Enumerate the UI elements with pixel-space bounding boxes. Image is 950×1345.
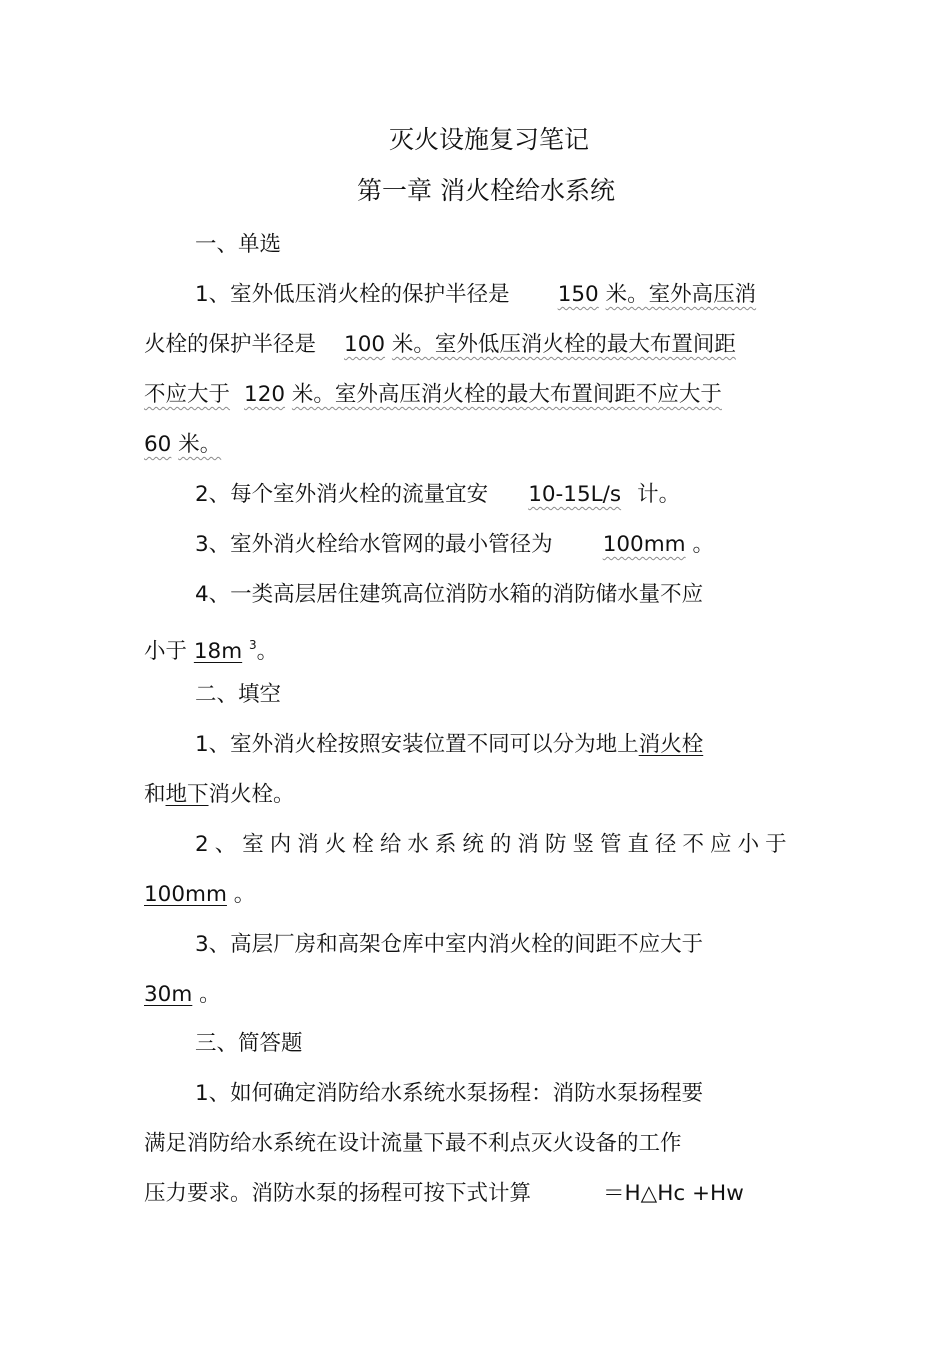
answer-value: 10-15L/s — [528, 482, 622, 507]
answer-value: 30m — [144, 982, 193, 1007]
answer-unit: 米。 — [178, 432, 222, 457]
question-text: 3、室外消火栓给水管网的最小管径为 — [195, 532, 553, 557]
question-text: 1、室外消火栓按照安装位置不同可以分为地上 — [195, 732, 639, 757]
question-line — [144, 881, 255, 909]
answer-value: 18m — [193, 639, 243, 664]
answer-value: 100 — [344, 332, 386, 357]
question-line — [144, 781, 295, 809]
question-text: 和 — [144, 782, 166, 807]
question-text: 。 — [256, 639, 279, 664]
question-text: 1、室外低压消火栓的保护半径是 — [195, 282, 510, 307]
answer-line: 1、如何确定消防给水系统水泵扬程：消防水泵扬程要 — [195, 1081, 704, 1106]
question-text: 计。 — [637, 482, 681, 507]
question-line — [195, 581, 703, 609]
answer-text: 压力要求。消防水泵的扬程可按下式计算 — [144, 1181, 532, 1206]
question-line — [144, 981, 221, 1009]
question-line — [144, 431, 221, 459]
answer-value: 100mm — [602, 532, 686, 557]
question-text: 。 — [199, 982, 221, 1007]
answer-value: 消火栓 — [638, 732, 704, 757]
section-heading-fill-in: 二、填空 — [195, 682, 282, 707]
answer-unit: 米。室外低压消火栓的最大布置间距 — [391, 332, 736, 357]
question-text: 小于 — [144, 639, 188, 664]
answer-value: 地下 — [165, 782, 209, 807]
chapter-heading: 第一章 消火栓给水系统 — [357, 176, 615, 205]
question-line — [144, 631, 278, 666]
document-title: 灭火设施复习笔记 — [389, 125, 590, 154]
question-line — [195, 481, 680, 509]
section-heading-single-choice: 一、单选 — [195, 232, 282, 257]
answer-value: 120 — [244, 382, 286, 407]
question-text: 不应大于 — [144, 382, 231, 407]
question-text: 2、每个室外消火栓的流量宜安 — [195, 482, 489, 507]
answer-value: 100mm — [144, 882, 227, 907]
answer-line — [144, 1180, 744, 1208]
question-line — [195, 531, 714, 559]
question-line — [144, 331, 736, 359]
question-text: 。 — [692, 532, 714, 557]
question-text: 3、高层厂房和高架仓库中室内消火栓的间距不应大于 — [195, 932, 704, 957]
question-line — [195, 731, 703, 759]
question-line — [195, 931, 703, 959]
section-heading-short-answer: 三、简答题 — [195, 1031, 303, 1056]
question-text: 2、室内消火栓给水系统的消防竖管直径不应小于 — [195, 832, 793, 857]
question-text: 消火栓。 — [208, 782, 295, 807]
answer-value: 150 — [557, 282, 599, 307]
answer-value: 60 — [144, 432, 172, 457]
superscript: 3 — [249, 638, 257, 652]
answer-line: 满足消防给水系统在设计流量下最不利点灭火设备的工作 — [144, 1131, 682, 1156]
question-text: 。 — [233, 882, 256, 907]
question-line — [195, 831, 793, 859]
question-line — [195, 281, 756, 309]
answer-unit: 米。室外高压消火栓的最大布置间距不应大于 — [291, 382, 722, 407]
formula: ＝H△Hc +Hw — [603, 1181, 744, 1206]
question-line — [144, 381, 722, 409]
answer-unit: 米。室外高压消 — [605, 282, 757, 307]
question-text: 4、一类高层居住建筑高位消防水箱的消防储水量不应 — [195, 582, 704, 607]
question-text: 火栓的保护半径是 — [144, 332, 317, 357]
